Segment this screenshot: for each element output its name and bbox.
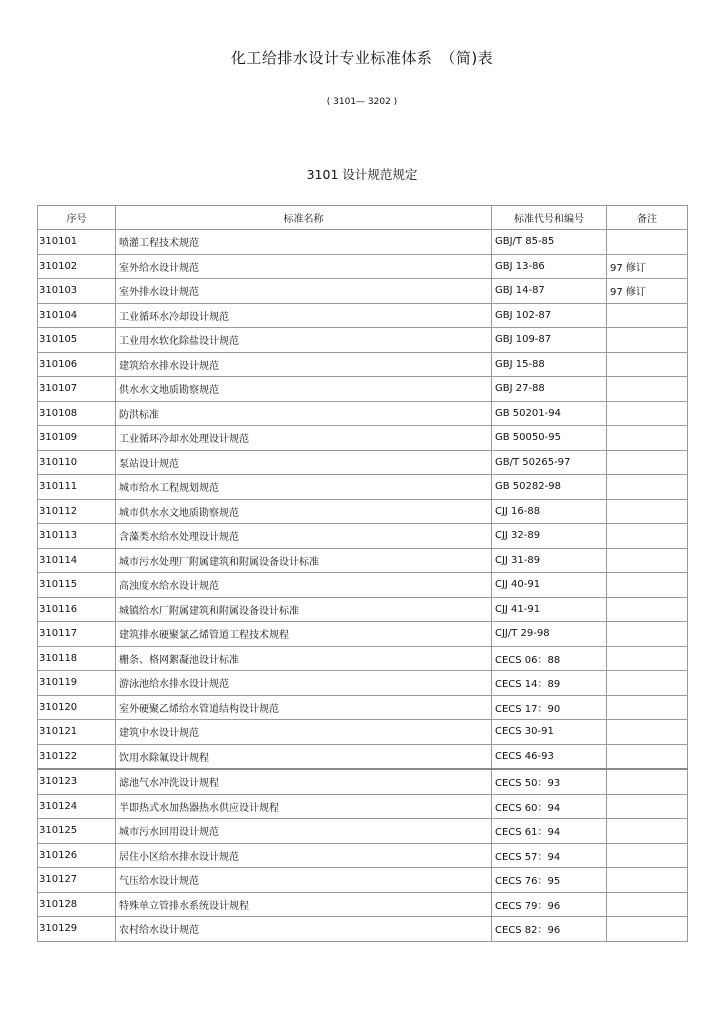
cell-standard-name: 泵站设计规范	[116, 450, 492, 475]
cell-serial-number: 310123	[38, 769, 116, 794]
cell-serial-number: 310129	[38, 917, 116, 942]
table-header-row	[38, 206, 688, 230]
table-row	[38, 499, 688, 524]
cell-standard-code: CJJ 31-89	[492, 548, 607, 573]
cell-serial-number: 310114	[38, 548, 116, 573]
table-row	[38, 794, 688, 819]
cell-standard-name: 气压给水设计规范	[116, 868, 492, 893]
cell-remarks	[607, 328, 688, 353]
standards-table	[37, 205, 688, 942]
cell-remarks	[607, 377, 688, 402]
cell-serial-number: 310104	[38, 303, 116, 328]
cell-standard-name: 饮用水除氟设计规程	[116, 744, 492, 769]
table-row	[38, 597, 688, 622]
cell-serial-number: 310112	[38, 499, 116, 524]
cell-remarks: 97 修订	[607, 279, 688, 304]
cell-standard-code: GBJ 14-87	[492, 279, 607, 304]
header-serial-number: 序号	[38, 206, 116, 230]
table-row	[38, 426, 688, 451]
cell-serial-number: 310122	[38, 744, 116, 769]
cell-remarks	[607, 622, 688, 647]
cell-serial-number: 310116	[38, 597, 116, 622]
table-row	[38, 917, 688, 942]
table-row	[38, 819, 688, 844]
cell-serial-number: 310125	[38, 819, 116, 844]
cell-serial-number: 310115	[38, 573, 116, 598]
cell-standard-name: 建筑中水设计规范	[116, 720, 492, 745]
cell-serial-number: 310118	[38, 646, 116, 671]
cell-standard-code: CECS 06：88	[492, 646, 607, 671]
table-row	[38, 279, 688, 304]
cell-remarks	[607, 524, 688, 549]
cell-serial-number: 310108	[38, 401, 116, 426]
cell-serial-number: 310102	[38, 254, 116, 279]
cell-serial-number: 310126	[38, 843, 116, 868]
table-row	[38, 401, 688, 426]
table-row	[38, 892, 688, 917]
cell-remarks: 97 修订	[607, 254, 688, 279]
cell-standard-name: 喷灌工程技术规范	[116, 230, 492, 255]
cell-remarks	[607, 769, 688, 794]
table-row	[38, 843, 688, 868]
table-row	[38, 868, 688, 893]
cell-standard-code: CECS 30-91	[492, 720, 607, 745]
cell-standard-name: 滤池气水冲洗设计规程	[116, 769, 492, 794]
cell-remarks	[607, 892, 688, 917]
cell-standard-code: GB 50282-98	[492, 475, 607, 500]
table-body	[38, 230, 688, 942]
cell-standard-code: GBJ 15-88	[492, 352, 607, 377]
cell-standard-name: 城市供水水文地质勘察规范	[116, 499, 492, 524]
cell-remarks	[607, 573, 688, 598]
cell-remarks	[607, 646, 688, 671]
cell-remarks	[607, 843, 688, 868]
cell-standard-name: 特殊单立管排水系统设计规程	[116, 892, 492, 917]
cell-standard-code: CECS 76：95	[492, 868, 607, 893]
cell-remarks	[607, 720, 688, 745]
cell-remarks	[607, 230, 688, 255]
cell-remarks	[607, 475, 688, 500]
cell-standard-name: 供水水文地质勘察规范	[116, 377, 492, 402]
cell-standard-name: 室外排水设计规范	[116, 279, 492, 304]
cell-standard-code: GBJ 102-87	[492, 303, 607, 328]
cell-standard-name: 居住小区给水排水设计规范	[116, 843, 492, 868]
cell-standard-name: 城镇给水厂附属建筑和附属设备设计标准	[116, 597, 492, 622]
cell-standard-code: GB 50050-95	[492, 426, 607, 451]
table-row	[38, 695, 688, 720]
cell-standard-code: CECS 60：94	[492, 794, 607, 819]
cell-standard-name: 城市污水处理厂附属建筑和附属设备设计标准	[116, 548, 492, 573]
cell-serial-number: 310127	[38, 868, 116, 893]
cell-serial-number: 310113	[38, 524, 116, 549]
cell-remarks	[607, 548, 688, 573]
cell-serial-number: 310128	[38, 892, 116, 917]
section-title: 3101 设计规范规定	[306, 167, 418, 182]
cell-remarks	[607, 303, 688, 328]
cell-remarks	[607, 695, 688, 720]
cell-serial-number: 310107	[38, 377, 116, 402]
cell-standard-code: GBJ 13-86	[492, 254, 607, 279]
table-row	[38, 524, 688, 549]
cell-standard-name: 工业循环水冷却设计规范	[116, 303, 492, 328]
header-standard-name: 标准名称	[116, 206, 492, 230]
cell-standard-code: CECS 17：90	[492, 695, 607, 720]
header-remarks: 备注	[607, 206, 688, 230]
cell-standard-code: GB 50201-94	[492, 401, 607, 426]
cell-standard-name: 农村给水设计规范	[116, 917, 492, 942]
cell-standard-code: GBJ 27-88	[492, 377, 607, 402]
cell-standard-code: CJJ/T 29-98	[492, 622, 607, 647]
cell-serial-number: 310110	[38, 450, 116, 475]
cell-remarks	[607, 499, 688, 524]
cell-standard-name: 工业循环冷却水处理设计规范	[116, 426, 492, 451]
table-row	[38, 352, 688, 377]
cell-serial-number: 310119	[38, 671, 116, 696]
cell-serial-number: 310121	[38, 720, 116, 745]
cell-standard-name: 半即热式水加热器热水供应设计规程	[116, 794, 492, 819]
table-row	[38, 646, 688, 671]
cell-standard-code: CECS 61：94	[492, 819, 607, 844]
cell-standard-code: GBJ/T 85-85	[492, 230, 607, 255]
header-standard-code: 标准代号和编号	[492, 206, 607, 230]
cell-remarks	[607, 597, 688, 622]
cell-standard-name: 城市给水工程规划规范	[116, 475, 492, 500]
table-row	[38, 573, 688, 598]
cell-standard-name: 栅条、格网絮凝池设计标准	[116, 646, 492, 671]
cell-standard-name: 室外硬聚乙烯给水管道结构设计规范	[116, 695, 492, 720]
cell-remarks	[607, 819, 688, 844]
cell-standard-name: 建筑排水硬聚氯乙烯管道工程技术规程	[116, 622, 492, 647]
cell-standard-name: 防洪标准	[116, 401, 492, 426]
cell-standard-name: 游泳池给水排水设计规范	[116, 671, 492, 696]
cell-standard-code: GB/T 50265-97	[492, 450, 607, 475]
cell-remarks	[607, 426, 688, 451]
cell-serial-number: 310120	[38, 695, 116, 720]
table-row	[38, 328, 688, 353]
cell-serial-number: 310109	[38, 426, 116, 451]
table-row	[38, 303, 688, 328]
cell-standard-name: 城市污水回用设计规范	[116, 819, 492, 844]
table-row	[38, 475, 688, 500]
cell-remarks	[607, 917, 688, 942]
cell-standard-code: CECS 79：96	[492, 892, 607, 917]
page-subtitle: ( 3101— 3202 )	[326, 97, 398, 107]
cell-standard-name: 建筑给水排水设计规范	[116, 352, 492, 377]
cell-serial-number: 310106	[38, 352, 116, 377]
cell-standard-name: 含藻类水给水处理设计规范	[116, 524, 492, 549]
cell-remarks	[607, 352, 688, 377]
table-row	[38, 230, 688, 255]
table-row	[38, 377, 688, 402]
cell-remarks	[607, 868, 688, 893]
page-title: 化工给排水设计专业标准体系 （简)表	[230, 49, 494, 67]
cell-standard-code: CJJ 16-88	[492, 499, 607, 524]
cell-standard-name: 工业用水软化除盐设计规范	[116, 328, 492, 353]
cell-remarks	[607, 450, 688, 475]
table-row	[38, 450, 688, 475]
table-row	[38, 769, 688, 794]
cell-remarks	[607, 671, 688, 696]
cell-standard-code: CJJ 40-91	[492, 573, 607, 598]
cell-standard-code: CECS 14：89	[492, 671, 607, 696]
cell-remarks	[607, 794, 688, 819]
table-row	[38, 254, 688, 279]
cell-standard-code: CECS 57：94	[492, 843, 607, 868]
cell-serial-number: 310111	[38, 475, 116, 500]
cell-serial-number: 310117	[38, 622, 116, 647]
cell-serial-number: 310101	[38, 230, 116, 255]
table-row	[38, 671, 688, 696]
cell-standard-code: CJJ 32-89	[492, 524, 607, 549]
cell-standard-code: GBJ 109-87	[492, 328, 607, 353]
cell-serial-number: 310105	[38, 328, 116, 353]
table-row	[38, 720, 688, 745]
cell-remarks	[607, 401, 688, 426]
table-row	[38, 744, 688, 769]
cell-standard-name: 高浊度水给水设计规范	[116, 573, 492, 598]
table-row	[38, 622, 688, 647]
cell-standard-name: 室外给水设计规范	[116, 254, 492, 279]
cell-standard-code: CJJ 41-91	[492, 597, 607, 622]
cell-serial-number: 310124	[38, 794, 116, 819]
table-row	[38, 548, 688, 573]
cell-serial-number: 310103	[38, 279, 116, 304]
cell-standard-code: CECS 46-93	[492, 744, 607, 769]
cell-standard-code: CECS 50：93	[492, 769, 607, 794]
cell-remarks	[607, 744, 688, 769]
cell-standard-code: CECS 82：96	[492, 917, 607, 942]
